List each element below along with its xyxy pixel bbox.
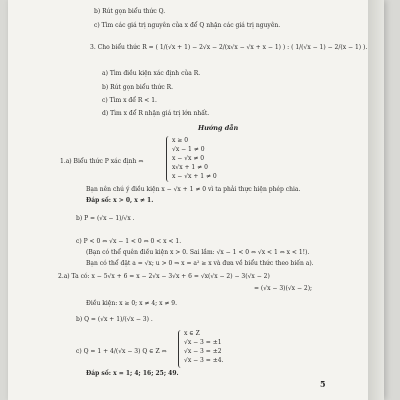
line-exercise-3-expression: 3. Cho biểu thức R = ( 1/(√x + 1) − 2√x − 2/(x√x − √x + x − 1) ) : ( 1/(√x − 1) − 2/(x − 1) ). — [90, 44, 368, 51]
condition-x-minus-sqrt-plus-1: x − √x + 1 ≠ 0 — [172, 173, 217, 180]
line-1c: c) P < 0 ⇔ √x − 1 < 0 ⇔ 0 < x < 1. — [76, 238, 182, 245]
condition-pm1: √x − 3 = ±1 — [184, 339, 222, 346]
line-exercise-2b: b) Rút gọn biểu thức Q. — [94, 8, 166, 15]
line-note-condition: Bạn nên chú ý điều kiện x − √x + 1 ≠ 0 vì ta phải thực hiện phép chia. — [86, 186, 301, 193]
line-exercise-2c: c) Tìm các giá trị nguyên của x để Q nhận các giá trị nguyên. — [94, 22, 281, 29]
section-heading-guide: Hướng dẫn — [198, 124, 239, 132]
line-exercise-3c: c) Tìm x để R < 1. — [102, 97, 157, 104]
line-2a-factored: = (√x − 3)(√x − 2); — [254, 285, 313, 292]
line-2b: b) Q = (√x + 1)/(√x − 3) . — [76, 316, 153, 323]
condition-x-minus-sqrt: x − √x ≠ 0 — [172, 155, 205, 162]
line-2a: 2.a) Ta có: x − 5√x + 6 = x − 2√x − 3√x + 6 = √x(√x − 2) − 3(√x − 2) — [58, 273, 270, 280]
condition-pm4: √x − 3 = ±4. — [184, 357, 224, 364]
line-2c: c) Q = 1 + 4/(√x − 3) Q ∈ Z ⇔ — [76, 348, 167, 355]
book-page — [8, 0, 384, 400]
line-1b: b) P = (√x − 1)/√x . — [76, 215, 135, 222]
page-gutter-shadow — [368, 0, 384, 400]
line-1c-substitution: Bạn có thể đặt a = √x; u > 0 ⇒ x = a² ≥ x và đưa về biểu thức theo biến a). — [86, 260, 314, 267]
line-1a-condition: 1.a) Biểu thức P xác định ⇔ — [60, 158, 144, 165]
line-exercise-3d: d) Tìm x để R nhận giá trị lớn nhất. — [102, 110, 210, 117]
line-2a-condition: Điều kiện: x ≥ 0; x ≠ 4; x ≠ 9. — [86, 300, 178, 307]
condition-x-integer: x ∈ Z — [184, 330, 200, 337]
condition-pm2: √x − 3 = ±2 — [184, 348, 222, 355]
condition-x-sqrt-plus-1: x√x + 1 ≠ 0 — [172, 164, 208, 171]
condition-sqrt-minus-1: √x − 1 ≠ 0 — [172, 146, 205, 153]
line-exercise-3a: a) Tìm điều kiện xác định của R. — [102, 70, 201, 77]
condition-x-nonneg: x ≥ 0 — [172, 137, 189, 144]
condition-brace-1a — [166, 136, 171, 182]
condition-brace-2c — [178, 330, 183, 368]
line-answer-2c: Đáp số: x = 1; 4; 16; 25; 49. — [86, 370, 179, 377]
line-exercise-3b: b) Rút gọn biểu thức R. — [102, 84, 174, 91]
line-answer-1a: Đáp số: x > 0, x ≠ 1. — [86, 197, 154, 204]
page-number: 5 — [320, 379, 326, 389]
line-1c-note: (Bạn có thể quên điều kiện x > 0. Sai lầm: √x − 1 < 0 ⇔ √x < 1 ⇔ x < 1!). — [86, 249, 310, 256]
